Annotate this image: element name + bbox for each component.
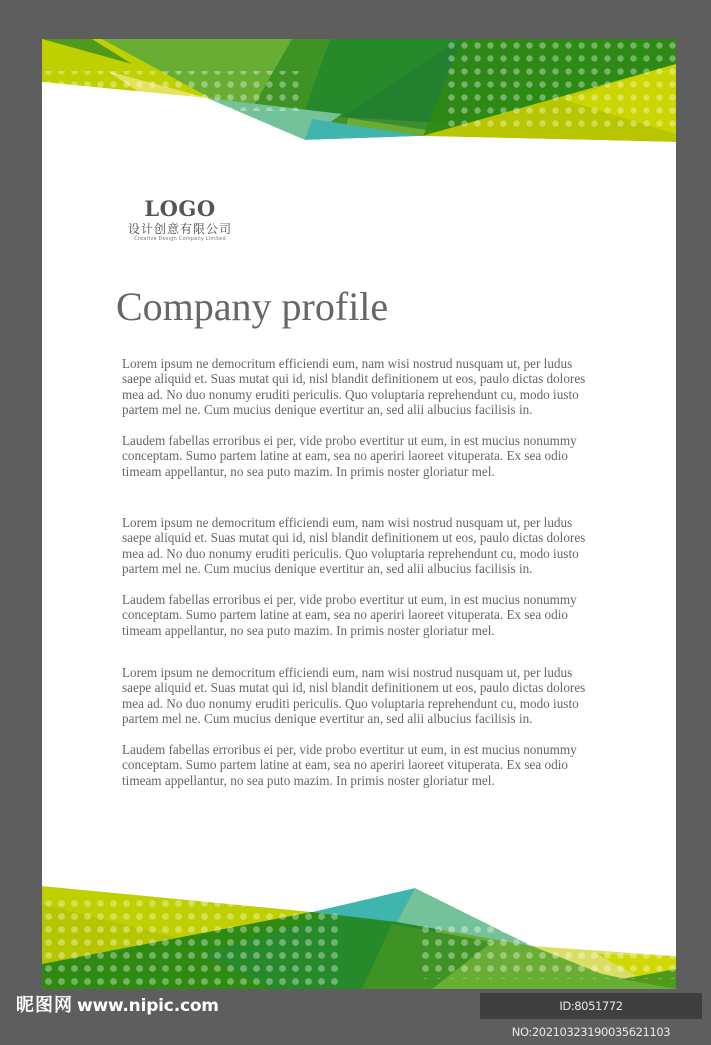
company-name-cn: 设计创意有限公司 xyxy=(127,222,232,236)
top-banner-graphic xyxy=(42,39,676,149)
page-title: Company profile xyxy=(116,284,389,329)
logo-mark: LOGO xyxy=(144,196,216,221)
watermark-id-badge: ID:8051772 NO:20210323190035621103 xyxy=(480,993,702,1019)
text-section-2 xyxy=(122,515,602,638)
bottom-banner-graphic xyxy=(42,884,676,989)
watermark-site-name-cn: 昵图网 xyxy=(16,995,73,1016)
company-name-en: Creative Design Company Limited xyxy=(134,236,226,242)
paragraph: Lorem ipsum ne democritum efficiendi eum, nam wisi nostrud nusquam ut, per ludus saepe aliquid et. Suas mutat qui id, nisl blandit definitionem ut eos, paulo dictas dolores mea ad. No duo nonumy eruditi periculis. Quo voluptaria reprehendunt cu, modo iusto partem mel ne. Cum mucius denique evertitur an, sed alii albucius facilisis in. xyxy=(122,665,586,726)
company-logo xyxy=(118,197,242,243)
text-section-3 xyxy=(122,665,602,788)
top-banner-decoration xyxy=(42,39,676,149)
watermark-site-url: www.nipic.com xyxy=(77,996,219,1016)
text-section-1 xyxy=(122,356,602,479)
paragraph: Laudem fabellas erroribus ei per, vide probo evertitur ut eum, in est mucius nonummy conceptam. Sumo partem latine at eam, sea no aperiri laoreet vituperata. Ex sea odio timeam appellantur, no sea puto mazim. In primis noster gloriatur mel. xyxy=(122,592,577,638)
letterhead-page xyxy=(42,39,676,989)
bottom-banner-decoration xyxy=(42,884,676,989)
paragraph: Lorem ipsum ne democritum efficiendi eum, nam wisi nostrud nusquam ut, per ludus saepe aliquid et. Suas mutat qui id, nisl blandit definitionem ut eos, paulo dictas dolores mea ad. No duo nonumy eruditi periculis. Quo voluptaria reprehendunt cu, modo iusto partem mel ne. Cum mucius denique evertitur an, sed alii albucius facilisis in. xyxy=(122,515,586,576)
paragraph: Laudem fabellas erroribus ei per, vide probo evertitur ut eum, in est mucius nonummy conceptam. Sumo partem latine at eam, sea no aperiri laoreet vituperata. Ex sea odio timeam appellantur, no sea puto mazim. In primis noster gloriatur mel. xyxy=(122,742,577,788)
paragraph: Laudem fabellas erroribus ei per, vide probo evertitur ut eum, in est mucius nonummy conceptam. Sumo partem latine at eam, sea no aperiri laoreet vituperata. Ex sea odio timeam appellantur, no sea puto mazim. In primis noster gloriatur mel. xyxy=(122,433,577,479)
dot-pattern-right xyxy=(442,39,676,129)
watermark-site-logo xyxy=(16,995,219,1017)
paragraph: Lorem ipsum ne democritum efficiendi eum, nam wisi nostrud nusquam ut, per ludus saepe aliquid et. Suas mutat qui id, nisl blandit definitionem ut eos, paulo dictas dolores mea ad. No duo nonumy eruditi periculis. Quo voluptaria reprehendunt cu, modo iusto partem mel ne. Cum mucius denique evertitur an, sed alii albucius facilisis in. xyxy=(122,356,586,417)
